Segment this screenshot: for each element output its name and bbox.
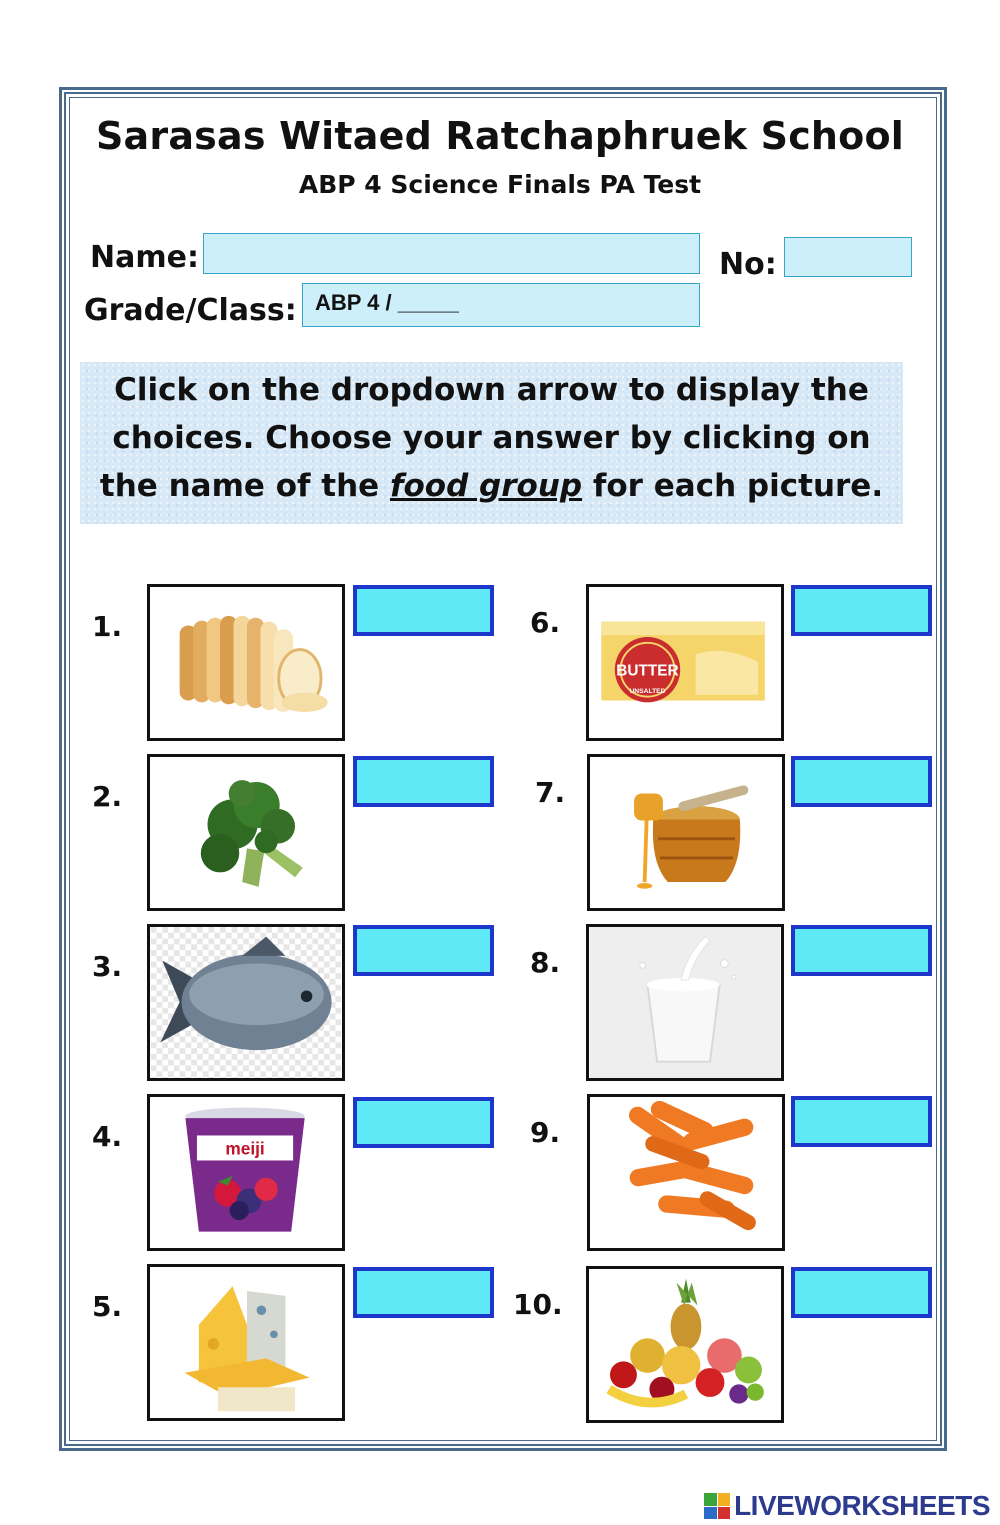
answer-dropdown-1[interactable]: [353, 585, 494, 636]
answer-dropdown-8[interactable]: [791, 925, 932, 976]
question-number: 5.: [92, 1290, 123, 1323]
answer-dropdown-5[interactable]: [353, 1267, 494, 1318]
broccoli-image: [147, 754, 345, 911]
yogurt-brand-text: meiji: [225, 1138, 265, 1159]
question-number: 10.: [513, 1288, 563, 1321]
answer-dropdown-4[interactable]: [353, 1097, 494, 1148]
liveworksheets-logo: [704, 1490, 990, 1522]
brand-name: LIVEWORKSHEETS: [734, 1490, 990, 1521]
name-label: Name:: [90, 240, 199, 275]
instructions-line-3-start: the name of the: [99, 468, 380, 504]
question-number: 3.: [92, 950, 123, 983]
answer-dropdown-7[interactable]: [791, 756, 932, 807]
instructions-line-3: [80, 462, 903, 510]
butter-label-text: BUTTER: [616, 662, 679, 680]
instructions-line-3-end: for each picture.: [592, 468, 884, 504]
test-title: ABP 4 Science Finals PA Test: [298, 170, 702, 199]
number-label: No:: [719, 247, 777, 282]
instructions-line-2: choices. Choose your answer by clicking on: [112, 420, 871, 456]
fruits-image: [586, 1266, 784, 1423]
question-number: 4.: [92, 1120, 123, 1153]
answer-dropdown-3[interactable]: [353, 925, 494, 976]
grade-class-value: ABP 4 / _____: [315, 290, 459, 315]
question-number: 2.: [92, 780, 123, 813]
answer-dropdown-9[interactable]: [791, 1096, 932, 1147]
question-number: 6.: [530, 606, 561, 639]
instructions-box: [80, 362, 903, 524]
milk-image: [586, 924, 784, 1081]
grade-class-label: Grade/Class:: [84, 293, 297, 328]
butter-sub-text: UNSALTED: [629, 687, 666, 695]
yogurt-image: [147, 1094, 345, 1251]
carrots-image: [587, 1094, 785, 1251]
bread-image: [147, 584, 345, 741]
instructions-line-1: Click on the dropdown arrow to display the: [114, 372, 869, 408]
number-field[interactable]: [784, 237, 912, 277]
fish-image: [147, 924, 345, 1081]
food-group-emphasis: food group: [389, 468, 583, 504]
question-number: 1.: [92, 610, 123, 643]
question-number: 9.: [530, 1116, 561, 1149]
liveworksheets-icon: [704, 1493, 730, 1519]
grade-class-field[interactable]: [302, 283, 700, 327]
question-number: 7.: [535, 776, 566, 809]
answer-dropdown-10[interactable]: [791, 1267, 932, 1318]
answer-dropdown-6[interactable]: [791, 585, 932, 636]
question-number: 8.: [530, 946, 561, 979]
answer-dropdown-2[interactable]: [353, 756, 494, 807]
school-name: Sarasas Witaed Ratchaphruek School: [95, 114, 905, 158]
butter-image: [586, 584, 784, 741]
name-field[interactable]: [203, 233, 700, 274]
honey-image: [587, 754, 785, 911]
cheese-image: [147, 1264, 345, 1421]
